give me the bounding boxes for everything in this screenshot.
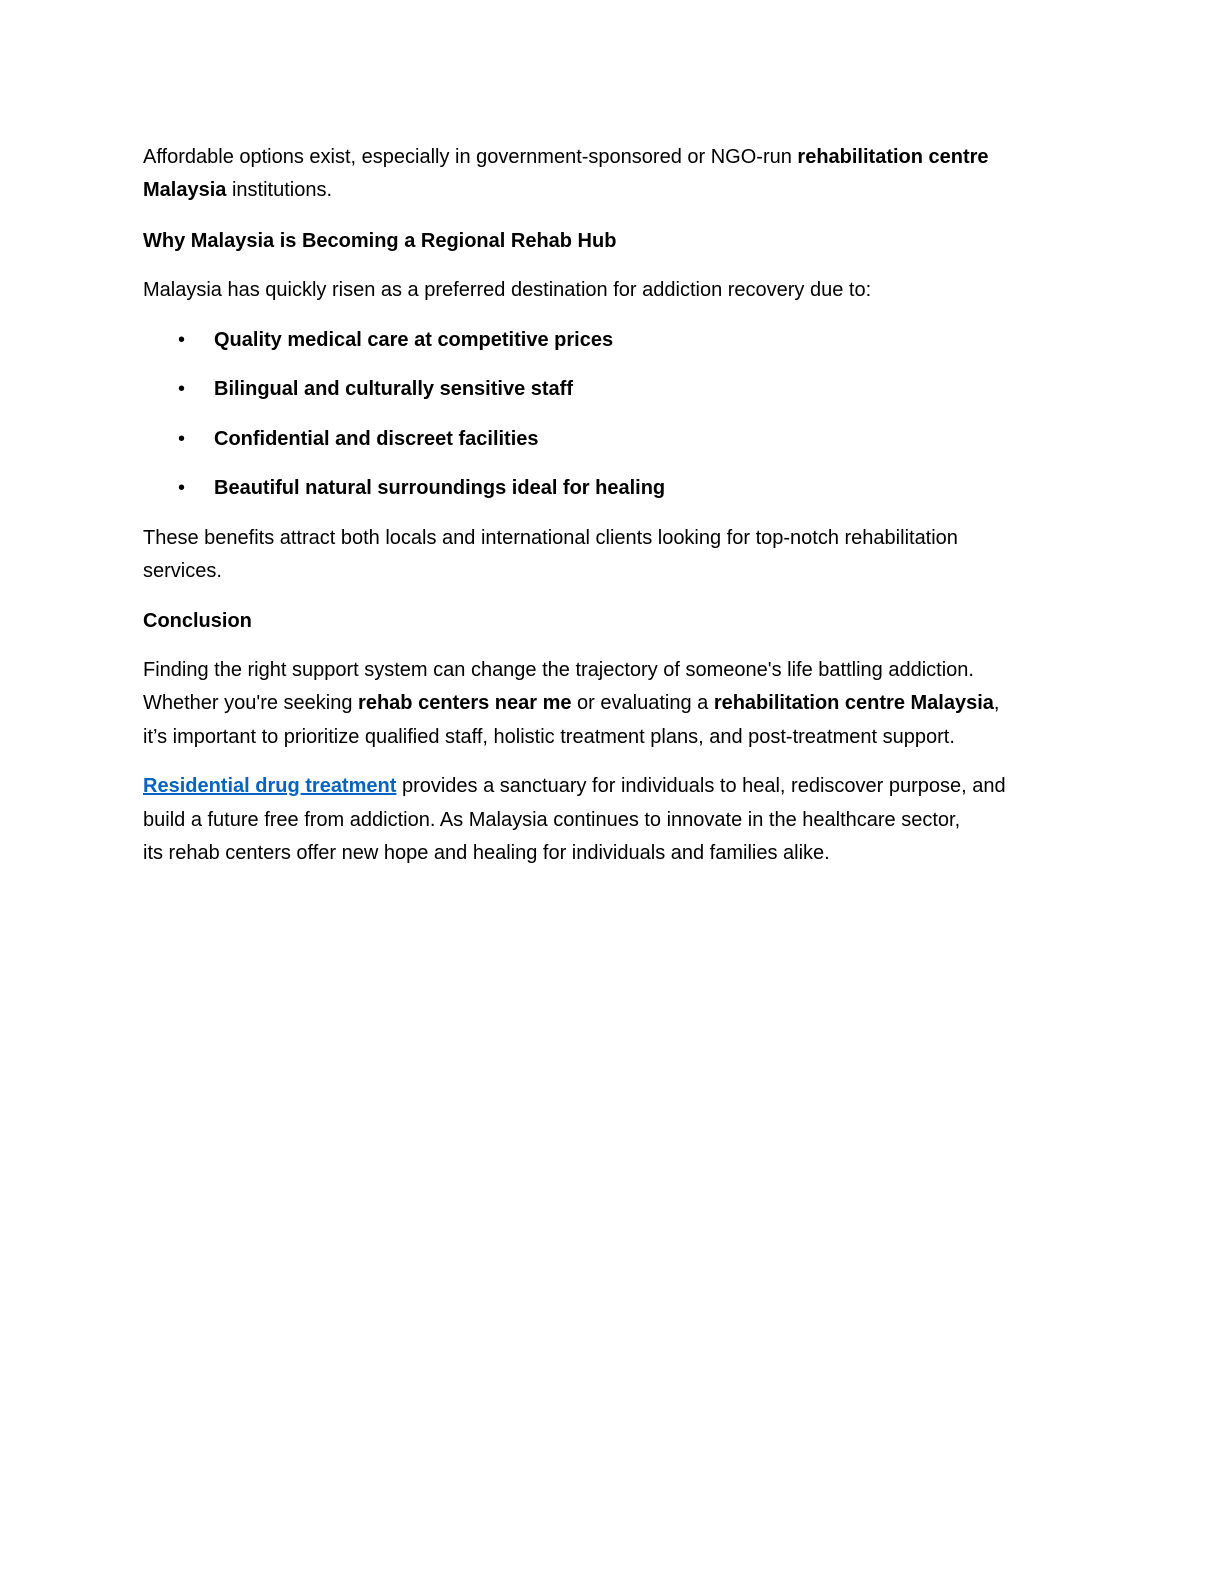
paragraph-line: its rehab centers offer new hope and healing for individuals and families alike. bbox=[143, 842, 830, 864]
paragraph-line bbox=[143, 177, 332, 203]
paragraph-line: it’s important to prioritize qualified staff, holistic treatment plans, and post-treatment support. bbox=[143, 726, 955, 748]
text: , bbox=[993, 692, 1000, 714]
list-item: Quality medical care at competitive prices bbox=[214, 329, 614, 351]
bullet-icon: • bbox=[178, 378, 186, 400]
section-heading: Conclusion bbox=[143, 610, 252, 632]
list-item: Confidential and discreet facilities bbox=[214, 428, 539, 450]
bold-text: Malaysia bbox=[143, 179, 227, 201]
paragraph: Malaysia has quickly risen as a preferred destination for addiction recovery due to: bbox=[143, 279, 872, 301]
paragraph-line: services. bbox=[143, 560, 222, 582]
paragraph-line bbox=[143, 690, 999, 716]
bold-text: rehab centers near me bbox=[358, 692, 572, 714]
bullet-icon: • bbox=[178, 477, 186, 499]
text: institutions. bbox=[226, 179, 332, 201]
paragraph-line bbox=[143, 773, 1006, 799]
text: Affordable options exist, especially in government-sponsored or NGO-run bbox=[143, 146, 798, 168]
list-item: Beautiful natural surroundings ideal for healing bbox=[214, 477, 666, 499]
text: Whether you're seeking bbox=[143, 692, 359, 714]
paragraph-line: Finding the right support system can change the trajectory of someone's life battling addiction. bbox=[143, 659, 974, 681]
text: or evaluating a bbox=[571, 692, 714, 714]
bullet-icon: • bbox=[178, 428, 186, 450]
bullet-icon: • bbox=[178, 329, 186, 351]
section-heading: Why Malaysia is Becoming a Regional Rehab Hub bbox=[143, 230, 617, 252]
paragraph-line: These benefits attract both locals and international clients looking for top-notch rehabilitation bbox=[143, 527, 958, 549]
bold-text: rehabilitation centre bbox=[797, 146, 989, 168]
list-item: Bilingual and culturally sensitive staff bbox=[214, 378, 573, 400]
text: provides a sanctuary for individuals to heal, rediscover purpose, and bbox=[396, 775, 1006, 797]
paragraph-line: build a future free from addiction. As Malaysia continues to innovate in the healthcare sector, bbox=[143, 809, 961, 831]
bold-text: rehabilitation centre Malaysia bbox=[713, 692, 994, 714]
residential-drug-treatment-link[interactable]: Residential drug treatment bbox=[143, 775, 397, 797]
paragraph-line bbox=[143, 144, 989, 170]
